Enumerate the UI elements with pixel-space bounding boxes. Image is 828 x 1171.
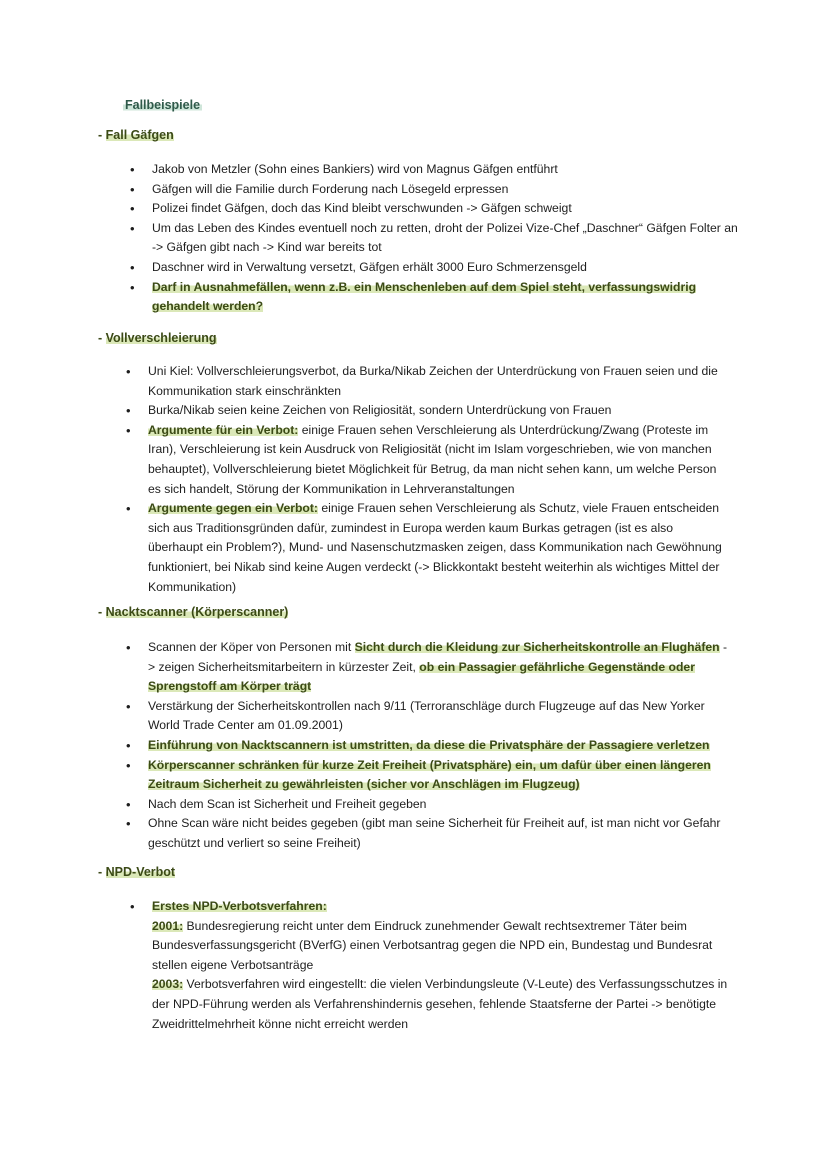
item-text: Ohne Scan wäre nicht beides gegeben (gibt man seine Sicherheit für Freiheit auf, ist man nicht vor Gefahr geschützt und verliert so seine Freiheit) [148,816,721,850]
section-heading-nacktscanner: - Nacktscanner (Körperscanner) [98,605,289,619]
item-text: Burka/Nikab seien keine Zeichen von Religiosität, sondern Unterdrückung von Frauen [148,403,612,418]
list-item [130,180,738,200]
item-text: Polizei findet Gäfgen, doch das Kind bleibt verschwunden -> Gäfgen schweigt [152,201,572,216]
list-item [130,278,738,317]
bullet-icon: • [126,796,131,812]
list-item [126,756,733,795]
section-heading-text: NPD-Verbot [105,865,176,879]
item-text: Verbotsverfahren wird eingestellt: die vielen Verbindungsleute (V-Leute) des Verfassungsschutzes in der NPD-Führung werden als Verfahrenshindernis gesehen, fehlende Staatsferne der Partei -> benötigte Zweidrittelmehrheit könne nicht erreicht werden [152,977,728,1031]
highlighted-text: 2001: [152,918,184,933]
list-item [126,795,733,815]
list-item [130,897,732,1034]
item-text: Jakob von Metzler (Sohn eines Bankiers) wird von Magnus Gäfgen entführt [152,162,558,176]
section-heading-text: Fall Gäfgen [105,128,174,142]
bullet-icon: • [126,501,131,517]
item-text: Bundesregierung reicht unter dem Eindruck zunehmender Gewalt rechtsextremer Täter beim Bundesverfassungsgericht (BVerfG) einen Verbotsantrag gegen die NPD ein, Bundestag und Bundesrat stellen eigene Verbotsanträge [152,918,713,972]
item-text: einige Frauen sehen Verschleierung als Unterdrückung/Zwang (Proteste im Iran), Verschleierung ist kein Ausdruck von Religiosität (nicht im Islam vorgeschrieben, wie von manchen behauptet), Vollverschleierung bietet Möglichkeit für Betrug, da man nicht sehen kann, um welche Person es sich handelt, Störung der Kommunikation in Lehrveranstaltungen [148,422,717,496]
highlighted-text: Körperscanner schränken für kurze Zeit Freiheit (Privatsphäre) ein, um dafür über einen längeren Zeitraum Sicherheit zu gewährleisten (sicher vor Anschlägen im Flugzeug) [148,757,711,792]
bullet-icon: • [130,259,135,275]
list-nacktscanner [126,638,733,854]
list-item [126,421,728,499]
bullet-icon: • [126,737,131,753]
list-item [130,258,738,278]
list-item [126,362,728,401]
item-text: Nach dem Scan ist Sicherheit und Freiheit gegeben [148,796,427,811]
bullet-icon: • [126,816,131,832]
bullet-icon: • [130,899,135,914]
list-npd-verbot [130,897,732,1034]
bullet-icon: • [126,640,131,655]
list-item [130,219,738,258]
list-gaefgen [130,160,738,317]
bullet-icon: • [130,181,135,197]
bullet-icon: • [130,201,135,217]
list-item [126,499,728,597]
bullet-icon: • [126,403,131,419]
list-vollverschleierung [126,362,728,597]
list-item [126,814,733,853]
bullet-icon: • [126,757,131,773]
section-heading-text: Vollverschleierung [105,331,217,345]
item-text: Scannen der Köper von Personen mit [148,640,355,654]
highlighted-text: Sicht durch die Kleidung zur Sicherheitskontrolle an Flughäfen [354,640,720,654]
item-text: Verstärkung der Sicherheitskontrollen nach 9/11 (Terroranschläge durch Flugzeuge auf das New Yorker World Trade Center am 01.09.2001) [148,698,705,733]
item-text: -> zeigen Sicherheitsmitarbeitern in kürzester Zeit, [148,640,728,674]
list-item [126,638,733,697]
item-text: Daschner wird in Verwaltung versetzt, Gäfgen erhält 3000 Euro Schmerzensgeld [152,259,587,274]
bullet-icon: • [130,279,135,295]
section-heading-npd-verbot: - NPD-Verbot [98,865,176,879]
highlighted-text: Argumente gegen ein Verbot: [148,501,318,516]
item-text: Um das Leben des Kindes eventuell noch zu retten, droht der Polizei Vize-Chef „Daschner“ Gäfgen Folter an -> Gäfgen gibt nach -> Kind war bereits tot [152,220,738,255]
section-heading-gaefgen: - Fall Gäfgen [98,128,174,142]
section-heading-vollverschleierung: - Vollverschleierung [98,331,217,345]
bullet-icon: • [126,422,131,438]
highlighted-text: Einführung von Nacktscannern ist umstritten, da diese die Privatsphäre der Passagiere verletzen [148,737,710,752]
item-text: einige Frauen sehen Verschleierung als Schutz, viele Frauen entscheiden sich aus Traditionsgründen dafür, zumindest in Europa werden kaum Burkas getragen (ist es also überhaupt ein Problem?), Mund- und Nasenschutzmasken zeigen, dass Kommunikation nach Gewöhnung funktioniert, bei Nikab sind keine Augen verdeckt (-> Blickkontakt besteht weiterhin als wichtiges Mittel der Kommunikation) [148,501,722,594]
list-item [126,736,733,756]
highlighted-text: Argumente für ein Verbot: [148,422,299,437]
page-title: Fallbeispiele [125,98,201,112]
highlighted-text: 2003: [152,977,184,992]
list-item [130,199,738,219]
bullet-icon: • [130,162,135,177]
list-item [126,401,728,421]
bullet-icon: • [126,698,131,714]
list-item [130,160,738,180]
highlighted-text: Darf in Ausnahmefällen, wenn z.B. ein Menschenleben auf dem Spiel steht, verfassungswidrig gehandelt werden? [152,279,697,314]
section-heading-text: Nacktscanner (Körperscanner) [105,605,289,619]
bullet-icon: • [126,364,131,379]
highlighted-text: ob ein Passagier gefährliche Gegenstände oder Sprengstoff am Körper trägt [148,659,695,694]
item-text: Gäfgen will die Familie durch Forderung nach Lösegeld erpressen [152,181,509,196]
bullet-icon: • [130,220,135,236]
list-item [126,697,733,736]
item-text: Uni Kiel: Vollverschleierungsverbot, da Burka/Nikab Zeichen der Unterdrückung von Frauen seien und die Kommunikation stark einschränkten [148,364,718,398]
highlighted-text: Erstes NPD-Verbotsverfahren: [152,899,327,913]
